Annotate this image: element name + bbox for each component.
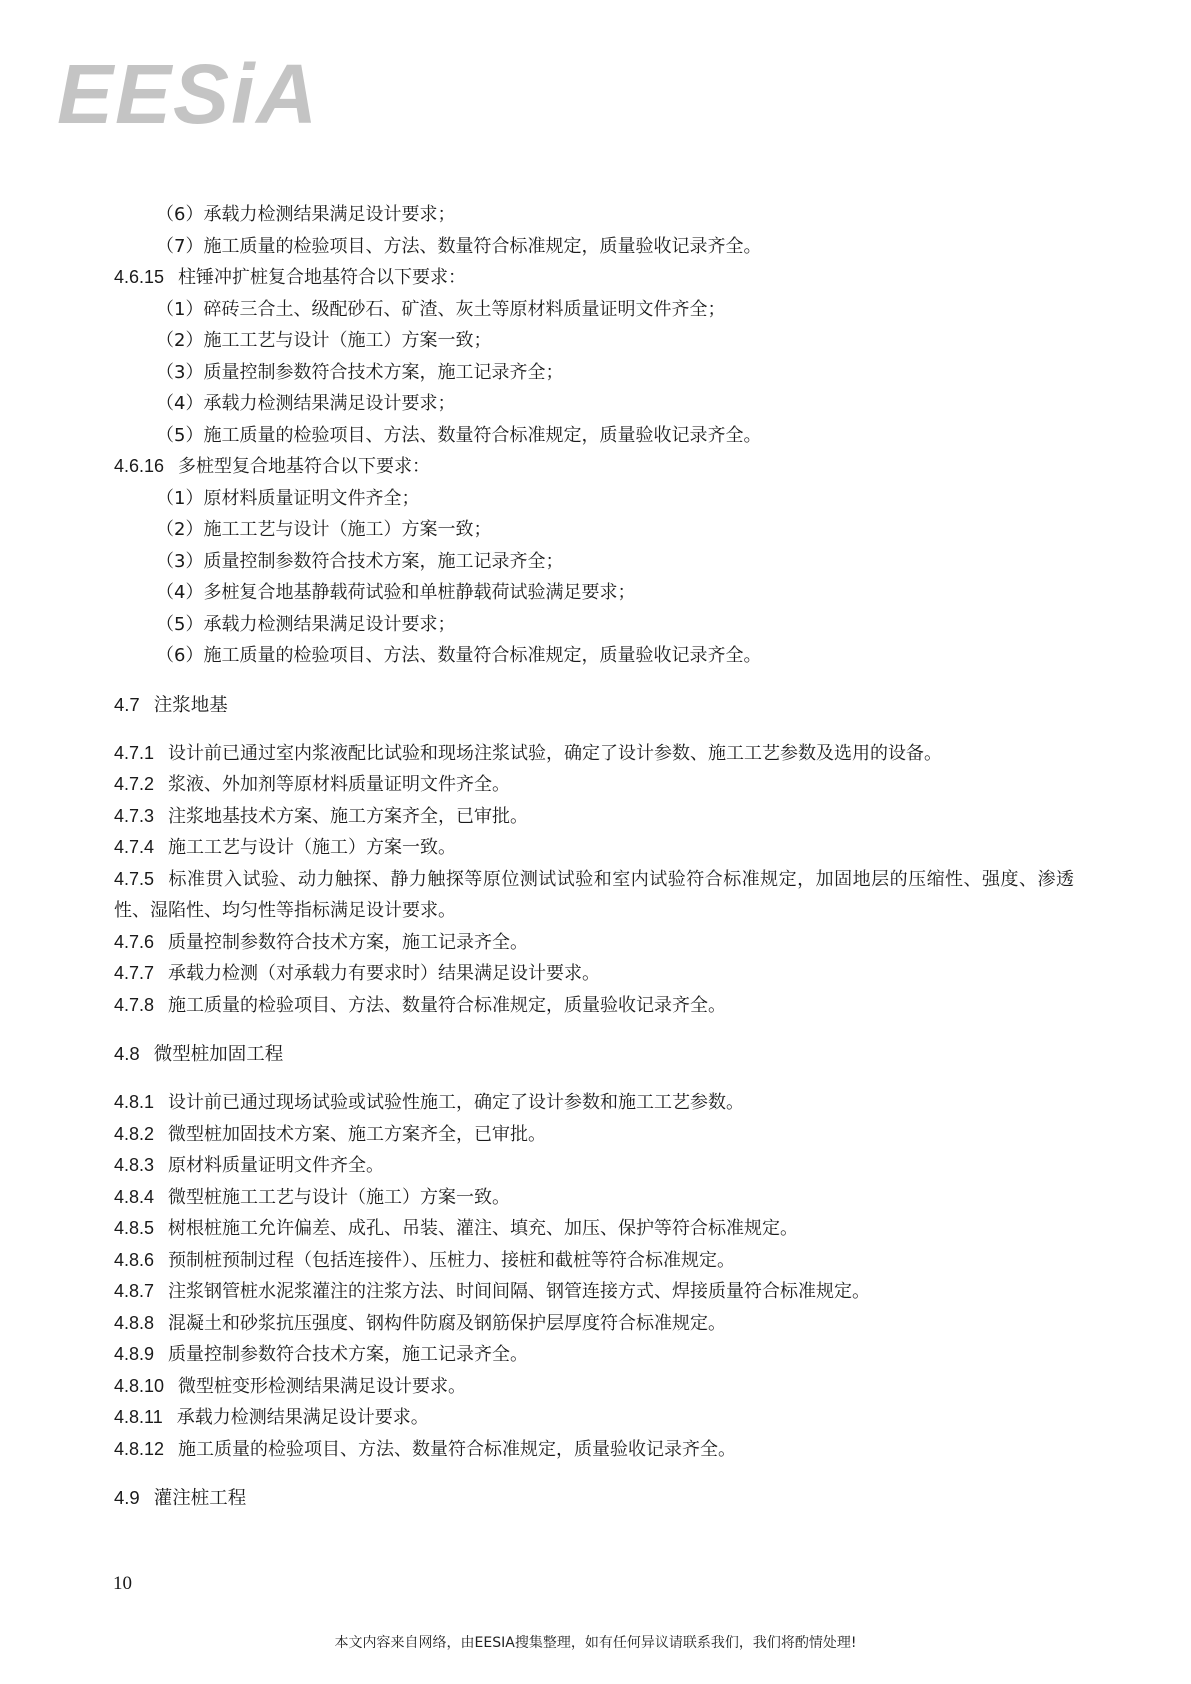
clause-text: 多桩型复合地基符合以下要求： xyxy=(178,456,431,477)
list-item: （3）质量控制参数符合技术方案，施工记录齐全； xyxy=(156,550,564,572)
spacer xyxy=(114,1070,1074,1087)
clause-item xyxy=(114,1371,1074,1403)
clause-number: 4.8.1 xyxy=(114,1092,155,1112)
footer-note: 本文内容来自网络，由EESIA搜集整理，如有任何异议请联系我们，我们将酌情处理! xyxy=(334,1635,857,1651)
spacer xyxy=(114,1021,1074,1038)
clause-text: 柱锤冲扩桩复合地基符合以下要求： xyxy=(178,267,467,288)
list-item: （1）碎砖三合土、级配砂石、矿渣、灰土等原材料质量证明文件齐全； xyxy=(156,298,726,320)
clause-number: 4.8 xyxy=(114,1043,140,1064)
clause-number: 4.6.16 xyxy=(114,456,165,476)
clause-item xyxy=(114,738,1074,770)
clause-item xyxy=(114,1150,1074,1182)
clause-number: 4.8.6 xyxy=(114,1249,155,1270)
clause-text: 树根桩施工允许偏差、成孔、吊装、灌注、填充、加压、保护等符合标准规定。 xyxy=(168,1218,799,1239)
clause-text: 灌注桩工程 xyxy=(153,1488,247,1509)
clause-item xyxy=(114,832,1074,864)
section-heading xyxy=(114,1482,1074,1514)
list-item: （7）施工质量的检验项目、方法、数量符合标准规定，质量验收记录齐全。 xyxy=(156,235,762,257)
spacer xyxy=(114,721,1074,738)
clause-text: 浆液、外加剂等原材料质量证明文件齐全。 xyxy=(168,774,511,795)
clause-number: 4.7.1 xyxy=(114,742,155,763)
clause-text: 预制桩预制过程（包括连接件）、压桩力、接桩和截桩等符合标准规定。 xyxy=(168,1249,736,1271)
clause-number: 4.8.4 xyxy=(114,1186,155,1207)
page-number: 10 xyxy=(113,1573,132,1594)
clause-number: 4.8.12 xyxy=(114,1438,165,1459)
clause-number: 4.8.10 xyxy=(114,1375,165,1396)
clause-item xyxy=(114,769,1074,801)
clause-text: 承载力检测结果满足设计要求。 xyxy=(176,1407,429,1428)
clause-number: 4.8.11 xyxy=(114,1407,163,1427)
clause-number: 4.6.15 xyxy=(114,267,165,287)
document-body xyxy=(114,199,1074,1514)
clause-text: 注浆地基技术方案、施工方案齐全，已审批。 xyxy=(168,805,529,827)
clause-item xyxy=(114,990,1074,1022)
list-item: （6）施工质量的检验项目、方法、数量符合标准规定，质量验收记录齐全。 xyxy=(156,645,762,666)
eesia-logo: EESiA xyxy=(57,47,320,141)
section-heading xyxy=(114,689,1074,721)
clause-number: 4.7.4 xyxy=(114,837,155,857)
clause-text: 质量控制参数符合技术方案，施工记录齐全。 xyxy=(168,1344,529,1365)
clause-item xyxy=(114,451,1074,483)
clause-number: 4.7.8 xyxy=(114,994,155,1015)
clause-number: 4.8.9 xyxy=(114,1344,155,1364)
clause-number: 4.8.7 xyxy=(114,1281,155,1301)
clause-number: 4.9 xyxy=(114,1487,140,1508)
clause-item xyxy=(114,1087,1074,1119)
clause-text: 混凝土和砂浆抗压强度、钢构件防腐及钢筋保护层厚度符合标准规定。 xyxy=(168,1312,727,1334)
clause-number: 4.8.5 xyxy=(114,1218,155,1238)
clause-text: 微型桩加固工程 xyxy=(153,1044,284,1065)
list-item: （3）质量控制参数符合技术方案，施工记录齐全； xyxy=(156,361,564,383)
clause-item xyxy=(114,1213,1074,1245)
clause-item xyxy=(114,1245,1074,1277)
clause-item xyxy=(114,864,1074,927)
list-item: （6）承载力检测结果满足设计要求； xyxy=(156,204,456,225)
clause-text: 微型桩加固技术方案、施工方案齐全，已审批。 xyxy=(168,1123,547,1145)
list-item: （4）多桩复合地基静载荷试验和单桩静载荷试验满足要求； xyxy=(156,582,636,603)
clause-text: 原材料质量证明文件齐全。 xyxy=(168,1155,385,1176)
clause-text: 标准贯入试验、动力触探、静力触探等原位测试试验和室内试验符合标准规定，加固地层的压缩性、强度、渗透性、湿陷性、均匀性等指标满足设计要求。 xyxy=(114,868,1074,921)
clause-item xyxy=(114,262,1074,294)
list-item: （4）承载力检测结果满足设计要求； xyxy=(156,393,456,414)
clause-number: 4.7.7 xyxy=(114,963,155,983)
clause-item xyxy=(114,958,1074,990)
clause-text: 设计前已通过现场试验或试验性施工，确定了设计参数和施工工艺参数。 xyxy=(168,1092,745,1113)
clause-item xyxy=(114,1339,1074,1371)
clause-text: 质量控制参数符合技术方案，施工记录齐全。 xyxy=(168,931,529,953)
clause-item xyxy=(114,801,1074,833)
clause-item xyxy=(114,1182,1074,1214)
clause-text: 施工质量的检验项目、方法、数量符合标准规定，质量验收记录齐全。 xyxy=(168,994,727,1016)
clause-number: 4.7.6 xyxy=(114,931,155,952)
clause-text: 注浆钢管桩水泥浆灌注的注浆方法、时间间隔、钢管连接方式、焊接质量符合标准规定。 xyxy=(168,1281,871,1302)
list-item: （5）承载力检测结果满足设计要求； xyxy=(156,613,456,635)
clause-text: 施工质量的检验项目、方法、数量符合标准规定，质量验收记录齐全。 xyxy=(178,1438,737,1460)
clause-item xyxy=(114,927,1074,959)
clause-item xyxy=(114,1434,1074,1466)
clause-item xyxy=(114,1276,1074,1308)
clause-number: 4.7.5 xyxy=(114,868,155,889)
clause-text: 承载力检测（对承载力有要求时）结果满足设计要求。 xyxy=(168,963,601,984)
clause-text: 注浆地基 xyxy=(153,694,228,716)
clause-number: 4.7 xyxy=(114,693,140,715)
clause-text: 施工工艺与设计（施工）方案一致。 xyxy=(168,837,457,858)
clause-item xyxy=(114,1308,1074,1340)
list-item: （2）施工工艺与设计（施工）方案一致； xyxy=(156,519,492,540)
list-item: （2）施工工艺与设计（施工）方案一致； xyxy=(156,330,492,351)
spacer xyxy=(114,672,1074,689)
clause-number: 4.8.2 xyxy=(114,1123,155,1144)
clause-text: 微型桩施工工艺与设计（施工）方案一致。 xyxy=(168,1186,511,1208)
clause-number: 4.8.8 xyxy=(114,1312,155,1333)
list-item: （1）原材料质量证明文件齐全； xyxy=(156,487,420,509)
clause-text: 设计前已通过室内浆液配比试验和现场注浆试验，确定了设计参数、施工工艺参数及选用的设备。 xyxy=(168,742,943,764)
clause-number: 4.7.3 xyxy=(114,805,155,826)
spacer xyxy=(114,1465,1074,1482)
clause-item xyxy=(114,1402,1074,1434)
section-heading xyxy=(114,1038,1074,1070)
clause-number: 4.7.2 xyxy=(114,774,155,794)
list-item: （5）施工质量的检验项目、方法、数量符合标准规定，质量验收记录齐全。 xyxy=(156,424,762,446)
clause-number: 4.8.3 xyxy=(114,1155,155,1175)
clause-item xyxy=(114,1119,1074,1151)
clause-text: 微型桩变形检测结果满足设计要求。 xyxy=(178,1375,467,1397)
